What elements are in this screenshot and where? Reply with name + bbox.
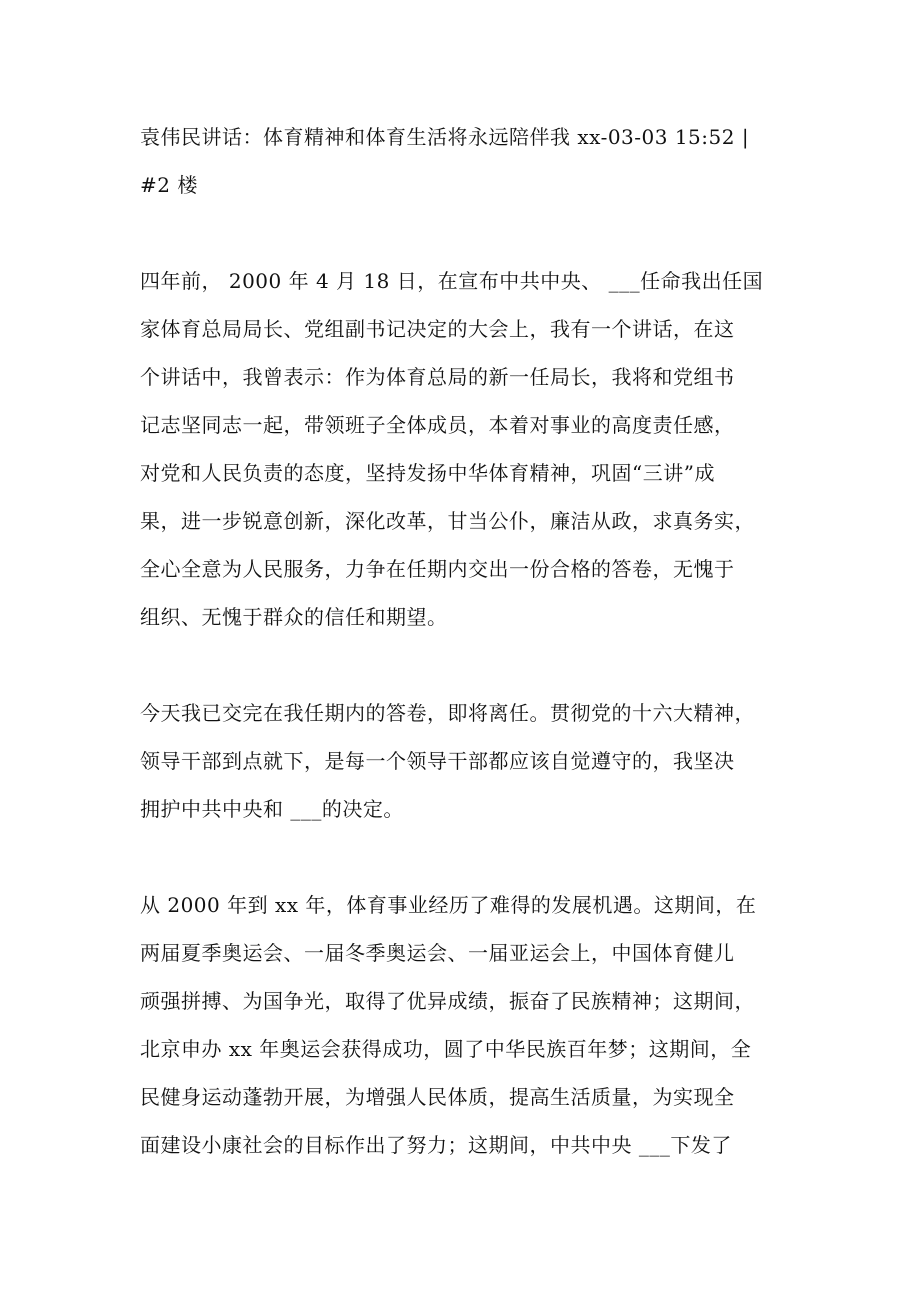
paragraph-line: 面建设小康社会的目标作出了努力；这期间，中共中央 ___下发了	[140, 1133, 732, 1157]
paragraph-line: 北京申办 xx 年奥运会获得成功，圆了中华民族百年梦；这期间，全	[140, 1037, 752, 1061]
paragraph-line: 顽强拼搏、为国争光，取得了优异成绩，振奋了民族精神；这期间，	[140, 989, 755, 1013]
paragraph-line: 组织、无愧于群众的信任和期望。	[140, 605, 448, 629]
paragraph-line: 个讲话中，我曾表示：作为体育总局的新一任局长，我将和党组书	[140, 365, 735, 389]
paragraph-line: 两届夏季奥运会、一届冬季奥运会、一届亚运会上，中国体育健儿	[140, 941, 735, 965]
paragraph-line: 家体育总局局长、党组副书记决定的大会上，我有一个讲话，在这	[140, 317, 735, 341]
paragraph-line: 今天我已交完在我任期内的答卷，即将离任。贯彻党的十六大精神，	[140, 701, 755, 725]
paragraph-line: 从 2000 年到 xx 年，体育事业经历了难得的发展机遇。这期间，在	[140, 893, 757, 917]
paragraph-line: 拥护中共中央和 ___的决定。	[140, 797, 404, 821]
paragraph-line: 领导干部到点就下，是每一个领导干部都应该自觉遵守的，我坚决	[140, 749, 735, 773]
paragraph-line: 记志坚同志一起，带领班子全体成员，本着对事业的高度责任感，	[140, 413, 735, 437]
post-floor-number: #2 楼	[140, 173, 198, 197]
paragraph-line: 全心全意为人民服务，力争在任期内交出一份合格的答卷，无愧于	[140, 557, 735, 581]
paragraph-line: 对党和人民负责的态度，坚持发扬中华体育精神，巩固“三讲”成	[140, 461, 715, 485]
paragraph-line: 民健身运动蓬勃开展，为增强人民体质，提高生活质量，为实现全	[140, 1085, 735, 1109]
paragraph-line: 四年前， 2000 年 4 月 18 日，在宣布中共中央、 ___任命我出任国	[140, 269, 764, 293]
post-title-line: 袁伟民讲话：体育精神和体育生活将永远陪伴我 xx-03-03 15:52 |	[140, 125, 750, 149]
paragraph-line: 果，进一步锐意创新，深化改革，甘当公仆，廉洁从政，求真务实，	[140, 509, 755, 533]
